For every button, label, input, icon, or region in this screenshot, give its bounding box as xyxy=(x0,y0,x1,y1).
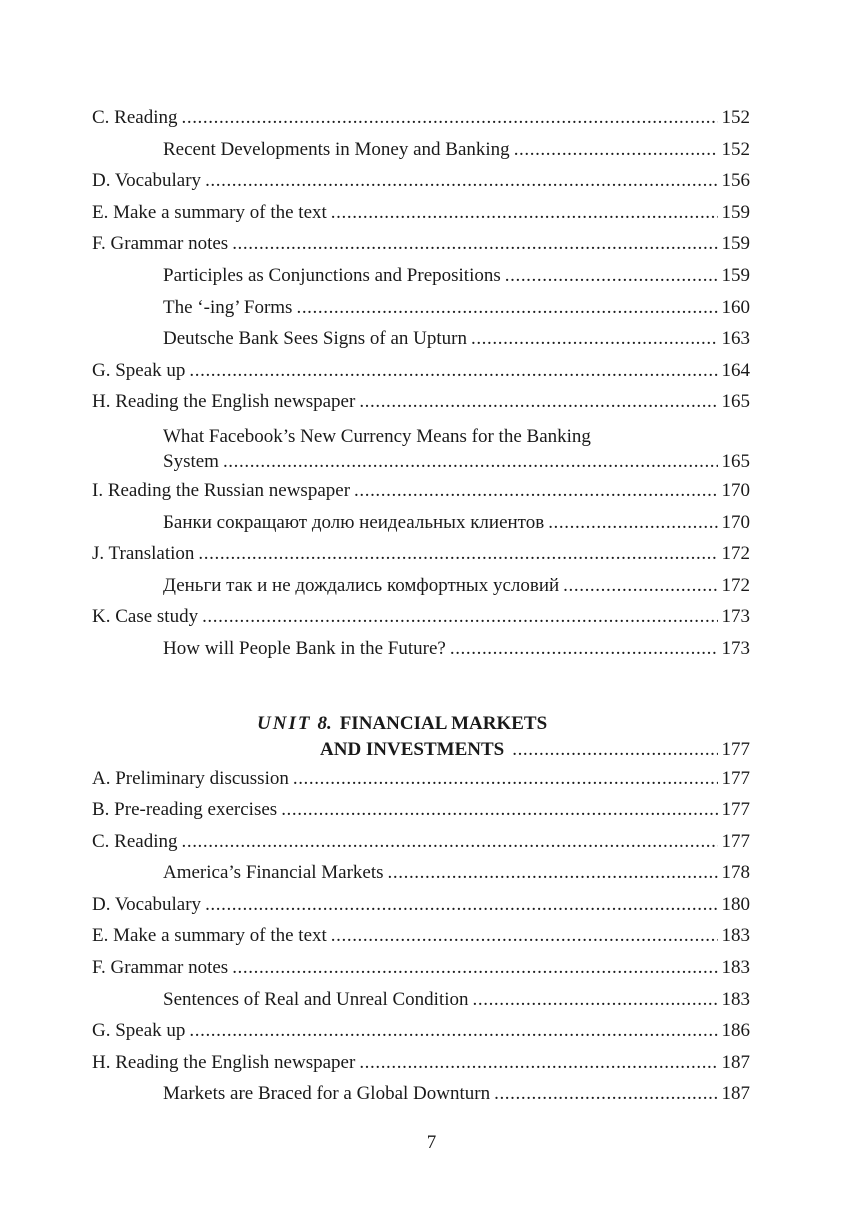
toc-entry xyxy=(92,889,750,921)
toc-entry-page: 160 xyxy=(721,296,750,318)
toc-entry-label: B. Pre-reading exercises xyxy=(92,799,278,821)
toc-entry-page: 163 xyxy=(721,328,750,350)
toc-entry-label: I. Reading the Russian newspaper xyxy=(92,479,351,501)
toc-entry-label: E. Make a summary of the text xyxy=(92,925,327,947)
toc-entry xyxy=(92,507,750,539)
leader-dots xyxy=(189,355,718,387)
toc-entry-label: Деньги так и не дождались комфортных условий xyxy=(163,574,560,596)
leader-dots xyxy=(388,857,718,889)
toc-entry-page: 186 xyxy=(721,1020,750,1042)
leader-dots xyxy=(232,952,718,984)
unit-heading-line2 xyxy=(92,737,750,763)
toc-entry-label: E. Make a summary of the text xyxy=(92,201,327,223)
toc-entry xyxy=(92,260,750,292)
toc-entry-label: C. Reading xyxy=(92,830,178,852)
toc-entry-label: Банки сокращают долю неидеальных клиентов xyxy=(163,511,545,533)
toc-entry xyxy=(92,165,750,197)
toc-entry xyxy=(92,228,750,260)
toc-entry-label: D. Vocabulary xyxy=(92,170,202,192)
toc-entry-label: F. Grammar notes xyxy=(92,957,229,979)
toc-entry-label: How will People Bank in the Future? xyxy=(163,637,446,659)
toc-entry xyxy=(92,197,750,229)
toc-entry-page: 183 xyxy=(721,957,750,979)
unit-page: 177 xyxy=(721,738,750,760)
leader-dots xyxy=(296,292,718,324)
toc-entry xyxy=(92,355,750,387)
toc-entry-multiline xyxy=(92,449,750,474)
toc-entry-label: Recent Developments in Money and Banking xyxy=(163,138,510,160)
toc-entry-label: America’s Financial Markets xyxy=(163,862,384,884)
leader-dots xyxy=(505,260,718,292)
toc-entry-label: F. Grammar notes xyxy=(92,233,229,255)
toc-entry xyxy=(92,102,750,134)
toc-entry xyxy=(92,475,750,507)
leader-dots xyxy=(182,102,719,134)
leader-dots xyxy=(198,538,718,570)
leader-dots xyxy=(202,601,718,633)
toc-entry-page: 164 xyxy=(721,359,750,381)
toc-entry xyxy=(92,633,750,665)
toc-entry-page: 152 xyxy=(721,138,750,160)
leader-dots xyxy=(331,920,718,952)
leader-dots xyxy=(471,323,718,355)
toc-entry-page: 173 xyxy=(721,637,750,659)
unit-number: 8. xyxy=(317,712,332,734)
leader-dots xyxy=(514,134,718,166)
toc-entry-label: G. Speak up xyxy=(92,1020,186,1042)
toc-entry-page: 187 xyxy=(721,1083,750,1105)
toc-entry xyxy=(92,794,750,826)
toc-entry-page: 183 xyxy=(721,988,750,1010)
toc-entry-label: H. Reading the English newspaper xyxy=(92,391,356,413)
toc-entry-label: D. Vocabulary xyxy=(92,893,202,915)
leader-dots xyxy=(232,228,718,260)
unit-heading xyxy=(92,711,750,763)
toc-entry-page: 165 xyxy=(721,391,750,413)
toc-entry-page: 152 xyxy=(721,107,750,128)
unit-title-line2: AND INVESTMENTS xyxy=(320,738,505,760)
toc-entry-label: A. Preliminary discussion xyxy=(92,767,289,789)
toc-entry-label: Markets are Braced for a Global Downturn xyxy=(163,1083,491,1105)
toc-section-unit8 xyxy=(92,763,750,1111)
toc-entry-page: 177 xyxy=(721,830,750,852)
toc-entry xyxy=(92,1078,750,1110)
toc-entry-multiline-title: What Facebook’s New Currency Means for the Banking xyxy=(163,425,591,447)
toc-entry xyxy=(92,386,750,418)
toc-entry-page: 173 xyxy=(721,606,750,628)
unit-heading-line1 xyxy=(92,711,750,737)
toc-entry xyxy=(92,292,750,324)
toc-entry-label: Participles as Conjunctions and Prepositions xyxy=(163,264,501,286)
toc-entry xyxy=(92,538,750,570)
toc-entry xyxy=(92,984,750,1016)
toc-entry xyxy=(92,601,750,633)
leader-dots xyxy=(205,165,718,197)
toc-entry-page: 170 xyxy=(721,479,750,501)
toc-entry-page: 156 xyxy=(721,170,750,192)
toc-entry-page: 159 xyxy=(721,233,750,255)
toc-entry-label: G. Speak up xyxy=(92,359,186,381)
table-of-contents xyxy=(92,102,750,1110)
leader-dots xyxy=(563,570,718,602)
toc-entry-page: 178 xyxy=(721,862,750,884)
toc-entry-page: 159 xyxy=(721,264,750,286)
toc-entry-label: H. Reading the English newspaper xyxy=(92,1051,356,1073)
unit-word: UNIT xyxy=(257,712,312,734)
toc-entry-page: 183 xyxy=(721,925,750,947)
toc-entry xyxy=(92,952,750,984)
toc-entry xyxy=(92,763,750,795)
toc-entry xyxy=(92,1015,750,1047)
leader-dots xyxy=(494,1078,718,1110)
toc-entry-page: 187 xyxy=(721,1051,750,1073)
toc-entry-label: The ‘-ing’ Forms xyxy=(163,296,293,318)
toc-entry xyxy=(92,323,750,355)
leader-dots xyxy=(223,449,718,474)
toc-entry-page: 159 xyxy=(721,201,750,223)
toc-entry-page: 170 xyxy=(721,511,750,533)
toc-entry-label: Deutsche Bank Sees Signs of an Upturn xyxy=(163,328,467,350)
leader-dots xyxy=(281,794,718,826)
toc-entry-page: 177 xyxy=(721,799,750,821)
toc-entry-label: C. Reading xyxy=(92,107,178,128)
leader-dots xyxy=(354,475,718,507)
leader-dots xyxy=(331,197,718,229)
leader-dots xyxy=(205,889,718,921)
toc-section-unit7 xyxy=(92,102,750,418)
toc-entry-label: J. Translation xyxy=(92,543,195,565)
toc-entry-page: 165 xyxy=(721,450,750,472)
toc-entry xyxy=(92,920,750,952)
leader-dots xyxy=(359,386,718,418)
toc-entry xyxy=(92,857,750,889)
page-number: 7 xyxy=(426,1132,437,1153)
leader-dots xyxy=(548,507,718,539)
toc-entry xyxy=(92,1047,750,1079)
toc-entry xyxy=(92,134,750,166)
toc-section-unit7-cont xyxy=(92,475,750,665)
leader-dots xyxy=(189,1015,718,1047)
toc-entry-page: 172 xyxy=(721,574,750,596)
unit-title-line1: FINANCIAL MARKETS xyxy=(339,712,548,734)
toc-entry-label: Sentences of Real and Unreal Condition xyxy=(163,988,469,1010)
leader-dots xyxy=(450,633,718,665)
leader-dots xyxy=(473,984,718,1016)
toc-entry xyxy=(92,826,750,858)
toc-entry xyxy=(92,570,750,602)
toc-entry-page: 172 xyxy=(721,543,750,565)
toc-entry-label: System xyxy=(163,450,219,472)
toc-entry-page: 177 xyxy=(721,767,750,789)
leader-dots xyxy=(182,826,719,858)
leader-dots xyxy=(359,1047,718,1079)
leader-dots xyxy=(512,737,718,763)
toc-entry-page: 180 xyxy=(721,893,750,915)
leader-dots xyxy=(293,763,718,795)
toc-entry-label: K. Case study xyxy=(92,606,199,628)
